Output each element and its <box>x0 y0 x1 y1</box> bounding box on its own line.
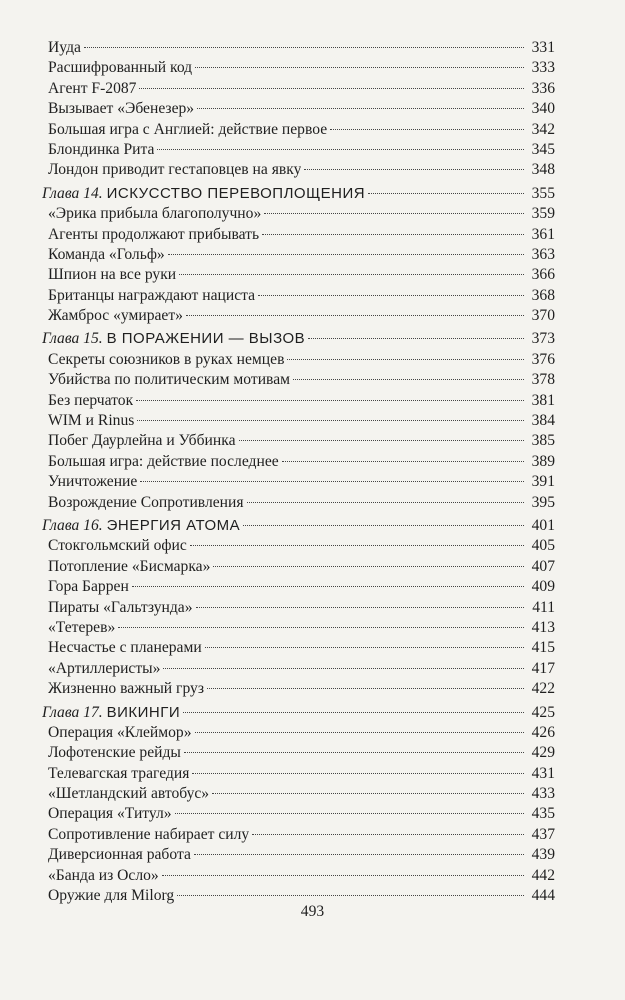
page-number: 493 <box>300 903 325 920</box>
toc-title: «Шетландский автобус» <box>48 785 210 803</box>
toc-page-number: 342 <box>531 120 555 138</box>
dot-leader <box>258 295 524 296</box>
chapter-title: ИСКУССТВО ПЕРЕВОПЛОЩЕНИЯ <box>106 184 366 202</box>
dot-leader <box>163 668 524 669</box>
toc-page-number: 429 <box>531 744 555 762</box>
toc-entry-row <box>42 493 555 513</box>
toc-page-number: 435 <box>531 805 555 823</box>
toc-entry-row <box>42 350 555 370</box>
toc-entry-row <box>42 225 555 245</box>
toc-title: Команда «Гольф» <box>48 245 165 263</box>
dot-leader <box>190 545 524 546</box>
toc-page-number: 366 <box>531 266 555 284</box>
dot-leader <box>118 627 524 628</box>
toc-page-number: 373 <box>531 330 555 348</box>
toc-entry-row <box>42 679 555 699</box>
toc-page-number: 405 <box>531 537 555 555</box>
toc-page-number: 422 <box>531 680 555 698</box>
dot-leader <box>168 254 524 255</box>
toc-page-number: 378 <box>531 371 555 389</box>
toc-entry-row <box>42 804 555 824</box>
dot-leader <box>330 129 524 130</box>
dot-leader <box>287 359 524 360</box>
toc-page-number: 395 <box>531 493 555 511</box>
toc-chapter-row <box>42 516 555 536</box>
toc-entry-row <box>42 204 555 224</box>
dot-leader <box>239 440 525 441</box>
chapter-title: ВИКИНГИ <box>106 703 181 721</box>
dot-leader <box>212 793 524 794</box>
chapter-prefix: Глава 14. <box>42 184 103 202</box>
toc-page-number: 425 <box>531 703 555 721</box>
toc-page-number: 363 <box>531 245 555 263</box>
toc-title: Жизненно важный груз <box>48 680 204 698</box>
toc-entry-row <box>42 58 555 78</box>
dot-leader <box>213 566 524 567</box>
dot-leader <box>184 752 524 753</box>
dot-leader <box>186 315 524 316</box>
toc-entry-row <box>42 370 555 390</box>
toc-entry-row <box>42 784 555 804</box>
toc-title: Агенты продолжают прибывать <box>48 225 260 243</box>
dot-leader <box>140 481 524 482</box>
toc-title: Вызывает «Эбенезер» <box>48 100 195 118</box>
toc-title: «Тетерев» <box>48 618 116 636</box>
toc-entry-row <box>42 140 555 160</box>
dot-leader <box>243 525 524 526</box>
toc-page-number: 355 <box>531 184 555 202</box>
toc-title: Шпион на все руки <box>48 266 177 284</box>
chapter-prefix: Глава 15. <box>42 330 103 348</box>
toc-page-number: 340 <box>531 100 555 118</box>
toc-entry-row <box>42 472 555 492</box>
toc-page-number: 439 <box>531 846 555 864</box>
toc-title <box>42 516 240 536</box>
dot-leader <box>194 854 524 855</box>
toc-entry-row <box>42 160 555 180</box>
toc-entry-row <box>42 845 555 865</box>
toc-entry-row <box>42 618 555 638</box>
toc-title: Жамброс «умирает» <box>48 307 183 325</box>
dot-leader <box>304 169 524 170</box>
toc-chapter-row <box>42 329 555 349</box>
toc-title: Убийства по политическим мотивам <box>48 371 290 389</box>
toc-title: Несчастье с планерами <box>48 639 202 657</box>
toc-entry-row <box>42 638 555 658</box>
toc-page-number: 381 <box>531 391 555 409</box>
toc-page-number: 370 <box>531 307 555 325</box>
dot-leader <box>157 149 524 150</box>
toc-page-number: 376 <box>531 350 555 368</box>
toc-page-number: 384 <box>531 412 555 430</box>
toc-entry-row <box>42 79 555 99</box>
dot-leader <box>179 274 524 275</box>
dot-leader <box>162 875 524 876</box>
toc-title: Пираты «Гальтзунда» <box>48 598 193 616</box>
dot-leader <box>139 88 524 89</box>
toc-page-number: 417 <box>531 659 555 677</box>
toc-entry-row <box>42 120 555 140</box>
dot-leader <box>84 47 524 48</box>
toc-page-number: 389 <box>531 452 555 470</box>
toc-page-number: 409 <box>531 578 555 596</box>
toc-title: Агент F-2087 <box>48 79 137 97</box>
toc-title: Большая игра: действие последнее <box>48 452 279 470</box>
toc-title: Стокгольмский офис <box>48 537 187 555</box>
toc-page-number: 333 <box>531 59 555 77</box>
toc-page-number: 407 <box>531 557 555 575</box>
toc-title <box>42 703 180 723</box>
toc-page-number: 331 <box>531 39 555 56</box>
toc-entry-row <box>42 452 555 472</box>
toc-page-number: 411 <box>532 598 555 616</box>
toc-page-number: 431 <box>531 764 555 782</box>
toc-title: Секреты союзников в руках немцев <box>48 350 285 368</box>
toc-entry-row <box>42 659 555 679</box>
dot-leader <box>192 773 524 774</box>
chapter-prefix: Глава 17. <box>42 703 103 721</box>
toc-title: Гора Баррен <box>48 578 129 596</box>
toc-title: WIM и Rinus <box>48 412 135 430</box>
toc-chapter-row <box>42 703 555 723</box>
toc-page-number: 444 <box>531 887 555 905</box>
chapter-prefix: Глава 16. <box>42 516 103 534</box>
toc-title: Потопление «Бисмарка» <box>48 557 211 575</box>
toc-entry-row <box>42 306 555 326</box>
toc-title: Возрождение Сопротивления <box>48 493 244 511</box>
toc-title: Диверсионная работа <box>48 846 191 864</box>
toc-entry-row <box>42 245 555 265</box>
toc-title: Блондинка Рита <box>48 140 155 158</box>
toc-page-number: 345 <box>531 140 555 158</box>
toc-entry-row <box>42 743 555 763</box>
toc-entry-row <box>42 286 555 306</box>
dot-leader <box>308 338 524 339</box>
dot-leader <box>137 420 524 421</box>
toc-page-number: 368 <box>531 286 555 304</box>
toc-page-number: 413 <box>531 618 555 636</box>
toc-entry-row <box>42 99 555 119</box>
toc-title: Оружие для Milorg <box>48 887 175 905</box>
table-of-contents <box>42 38 555 906</box>
toc-title: Телевагская трагедия <box>48 764 190 782</box>
toc-page-number: 391 <box>531 473 555 491</box>
dot-leader <box>175 813 524 814</box>
dot-leader <box>177 895 524 896</box>
dot-leader <box>132 586 524 587</box>
toc-entry-row <box>42 391 555 411</box>
dot-leader <box>183 712 524 713</box>
toc-entry-row <box>42 866 555 886</box>
toc-entry-row <box>42 577 555 597</box>
toc-chapter-row <box>42 184 555 204</box>
toc-entry-row <box>42 38 555 58</box>
dot-leader <box>136 400 524 401</box>
dot-leader <box>207 688 524 689</box>
toc-title: Иуда <box>48 39 81 56</box>
toc-page-number: 336 <box>531 79 555 97</box>
dot-leader <box>197 108 524 109</box>
toc-page-number: 401 <box>531 516 555 534</box>
dot-leader <box>368 193 524 194</box>
toc-title: «Банда из Осло» <box>48 866 159 884</box>
toc-title: Уничтожение <box>48 473 138 491</box>
dot-leader <box>196 607 524 608</box>
toc-title: «Артиллеристы» <box>48 659 161 677</box>
toc-title: Операция «Титул» <box>48 805 172 823</box>
toc-title: Без перчаток <box>48 391 134 409</box>
toc-entry-row <box>42 536 555 556</box>
dot-leader <box>252 834 524 835</box>
toc-page-number: 415 <box>531 639 555 657</box>
toc-page-number: 437 <box>531 825 555 843</box>
dot-leader <box>247 502 524 503</box>
toc-title: Лондон приводит гестаповцев на явку <box>48 161 302 179</box>
chapter-title: В ПОРАЖЕНИИ — ВЫЗОВ <box>106 330 306 348</box>
toc-entry-row <box>42 411 555 431</box>
toc-title: Лофотенские рейды <box>48 744 181 762</box>
dot-leader <box>264 213 524 214</box>
toc-page-number: 442 <box>531 866 555 884</box>
dot-leader <box>282 461 524 462</box>
toc-title: Расшифрованный код <box>48 59 193 77</box>
chapter-title: ЭНЕРГИЯ АТОМА <box>106 516 241 534</box>
toc-entry-row <box>42 557 555 577</box>
toc-entry-row <box>42 825 555 845</box>
toc-entry-row <box>42 265 555 285</box>
toc-entry-row <box>42 723 555 743</box>
toc-title <box>42 329 305 349</box>
toc-title: Британцы награждают нациста <box>48 286 256 304</box>
toc-entry-row <box>42 431 555 451</box>
toc-title: Побег Даурлейна и Уббинка <box>48 432 236 450</box>
toc-page-number: 426 <box>531 723 555 741</box>
toc-title <box>42 184 365 204</box>
dot-leader <box>195 732 524 733</box>
toc-page-number: 385 <box>531 432 555 450</box>
toc-page-number: 361 <box>531 225 555 243</box>
dot-leader <box>205 647 524 648</box>
dot-leader <box>195 67 524 68</box>
toc-page-number: 359 <box>531 205 555 223</box>
toc-title: Большая игра с Англией: действие первое <box>48 120 328 138</box>
toc-title: Операция «Клеймор» <box>48 723 192 741</box>
toc-title: Сопротивление набирает силу <box>48 825 250 843</box>
toc-title: «Эрика прибыла благополучно» <box>48 205 262 223</box>
dot-leader <box>262 234 524 235</box>
toc-page-number: 348 <box>531 161 555 179</box>
toc-page-number: 433 <box>531 785 555 803</box>
toc-entry-row <box>42 598 555 618</box>
toc-entry-row <box>42 764 555 784</box>
dot-leader <box>293 379 524 380</box>
